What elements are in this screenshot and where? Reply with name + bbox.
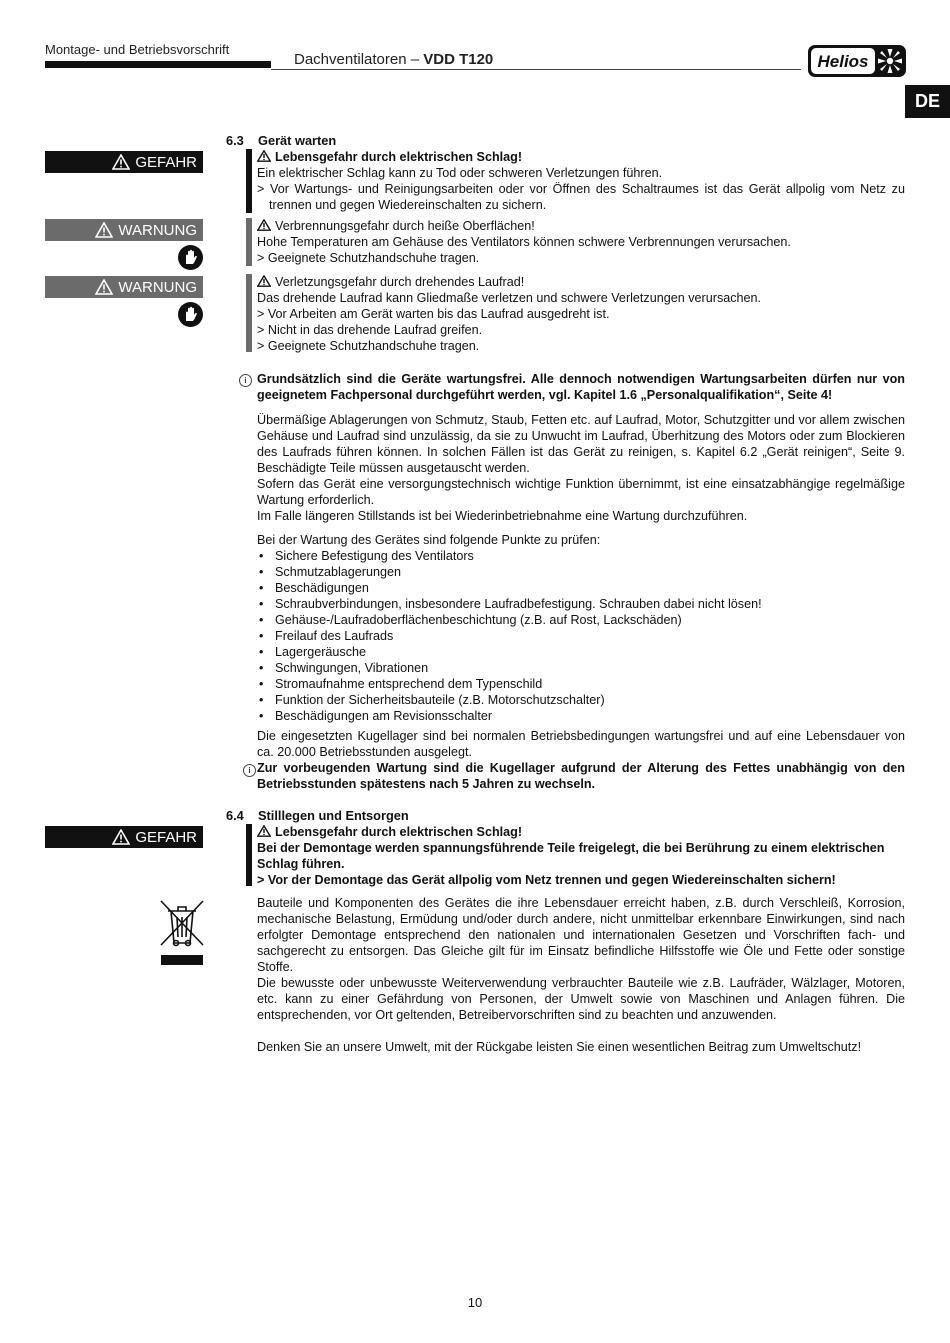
section-6-4-heading xyxy=(226,808,409,823)
language-tab: DE xyxy=(905,85,950,118)
paragraph: Sofern das Gerät eine versorgungstechnisch wichtige Funktion übernimmt, ist eine einsatzabhängige regelmäßige Wartung erforderlich. xyxy=(257,477,905,507)
list-item: • Gehäuse-/Laufradoberflächenbeschichtung (z.B. auf Rost, Lackschäden) xyxy=(257,612,905,628)
warning-block-impeller xyxy=(257,274,905,354)
section-number: 6.3 xyxy=(226,133,244,148)
warning-instruction: > Vor Arbeiten am Gerät warten bis das Laufrad ausgedreht ist. xyxy=(257,307,610,321)
product-title xyxy=(294,51,493,68)
danger-block-6-3 xyxy=(257,149,905,213)
section-title: Stilllegen und Entsorgen xyxy=(258,808,409,823)
list-item: • Sichere Befestigung des Ventilators xyxy=(257,548,905,564)
section-number: 6.4 xyxy=(226,808,244,823)
header-bar xyxy=(45,61,271,68)
warning-text: Das drehende Laufrad kann Gliedmaße verletzen und schwere Verletzungen verursachen. xyxy=(257,291,762,305)
header-rule xyxy=(271,69,801,70)
checklist xyxy=(257,548,905,724)
disposal-body xyxy=(257,895,905,1055)
checklist-intro: Bei der Wartung des Gerätes sind folgende Punkte zu prüfen: xyxy=(257,533,601,547)
warning-instruction: > Geeignete Schutzhandschuhe tragen. xyxy=(257,339,480,353)
paragraph: Die bewusste oder unbewusste Weiterverwendung verbrauchter Bauteile wie z.B. Laufräder, Wälzlager, Motoren, etc. kann zu einer Gefährdung von Personen, der Umwelt sowie von Maschinen und Anlagen führen. Die entsprechenden, vor Ort geltenden, Betreibervorschriften sind zu beachten und anzuwenden. xyxy=(257,976,905,1022)
warning-triangle-icon xyxy=(257,825,271,837)
warning-title: Verbrennungsgefahr durch heiße Oberflächen! xyxy=(257,218,905,234)
danger-title: Lebensgefahr durch elektrischen Schlag! xyxy=(257,824,887,840)
protective-gloves-icon xyxy=(178,302,203,327)
helios-logo xyxy=(808,44,906,78)
maintenance-checklist xyxy=(257,532,905,724)
list-item: • Beschädigungen xyxy=(257,580,905,596)
list-item: • Beschädigungen am Revisionsschalter xyxy=(257,708,905,724)
danger-bar xyxy=(246,149,252,213)
danger-title: Lebensgefahr durch elektrischen Schlag! xyxy=(257,149,905,165)
warnung-text: WARNUNG xyxy=(118,221,197,239)
list-item: • Funktion der Sicherheitsbauteile (z.B. Motorschutzschalter) xyxy=(257,692,905,708)
list-item: • Schwingungen, Vibrationen xyxy=(257,660,905,676)
list-item: • Freilauf des Laufrads xyxy=(257,628,905,644)
document-type: Montage- und Betriebsvorschrift xyxy=(45,42,230,57)
warning-triangle-icon xyxy=(112,154,130,170)
list-item: • Lagergeräusche xyxy=(257,644,905,660)
list-item: • Schraubverbindungen, insbesondere Laufradbefestigung. Schrauben dabei nicht lösen! xyxy=(257,596,905,612)
warning-triangle-icon xyxy=(257,275,271,287)
paragraph: Bauteile und Komponenten des Gerätes die ihre Lebensdauer erreicht haben, z.B. durch Verschleiß, Korrosion, mechanische Belastung, Ermüdung und/oder durch andere, nicht unmittelbar erkennbare Einwirkungen, sind nach erfolgter Demontage entsprechend den nationalen und internationalen Gesetzen und Vorschriften fach- und sachgerecht zu entsorgen. Das Gleiche gilt für im Einsatz befindliche Hilfsstoffe wie Öle und Fette oder sonstige Stoffe. xyxy=(257,896,905,974)
page-number: 10 xyxy=(467,1295,483,1310)
product-prefix: Dachventilatoren – xyxy=(294,51,420,68)
danger-block-6-4 xyxy=(257,824,887,888)
svg-text:Helios: Helios xyxy=(817,52,869,71)
warning-title: Verletzungsgefahr durch drehendes Laufrad! xyxy=(257,274,905,290)
danger-instruction: > Vor der Demontage das Gerät allpolig vom Netz trennen und gegen Wiedereinschalten sichern! xyxy=(257,873,836,887)
info-icon: i xyxy=(239,374,252,387)
warning-text: Hohe Temperaturen am Gehäuse des Ventilators können schwere Verbrennungen verursachen. xyxy=(257,235,791,249)
warning-bar xyxy=(246,218,252,266)
info-icon: i xyxy=(243,764,256,777)
gefahr-label xyxy=(45,151,203,173)
danger-instruction: > Vor Wartungs- und Reinigungsarbeiten oder vor Öffnen des Schaltraumes ist das Gerät allpolig vom Netz zu trennen und gegen Wiedereinschalten zu sichern. xyxy=(257,182,905,212)
list-item: • Stromaufnahme entsprechend dem Typenschild xyxy=(257,676,905,692)
protective-gloves-icon xyxy=(178,245,203,270)
warning-bar xyxy=(246,274,252,352)
danger-text: Bei der Demontage werden spannungsführende Teile freigelegt, die bei Berührung zu einem elektrischen Schlag führen. xyxy=(257,841,885,871)
warning-instruction: > Geeignete Schutzhandschuhe tragen. xyxy=(257,251,480,265)
warning-triangle-icon xyxy=(95,222,113,238)
info-note-bearings: Zur vorbeugenden Wartung sind die Kugellager aufgrund der Alterung des Fettes unabhängig von den Betriebsstunden spätestens nach 5 Jahren zu wechseln. xyxy=(257,761,905,791)
product-name: VDD T120 xyxy=(423,51,494,68)
warning-triangle-icon xyxy=(257,219,271,231)
paragraph: Übermäßige Ablagerungen von Schmutz, Staub, Fetten etc. auf Laufrad, Motor, Schutzgitter und vor allem zwischen Gehäuse und Laufrad sind unzulässig, da sie zu Unwucht im Laufrad, Überhitzung des Motors oder zum Blockieren des Laufrads führen können. In solchen Fällen ist das Gerät zu reinigen, s. Kapitel 6.2 „Gerät reinigen“, Seite 9. Beschädigte Teile müssen ausgetauscht werden. xyxy=(257,413,905,475)
warnung-label xyxy=(45,276,203,298)
danger-bar xyxy=(246,824,252,886)
warning-block-hot-surface xyxy=(257,218,905,266)
paragraph: Denken Sie an unsere Umwelt, mit der Rückgabe leisten Sie einen wesentlichen Beitrag zum Umweltschutz! xyxy=(257,1040,862,1054)
warning-triangle-icon xyxy=(95,279,113,295)
warning-triangle-icon xyxy=(257,150,271,162)
paragraph: Im Falle längeren Stillstands ist bei Wiederinbetriebnahme eine Wartung durchzuführen. xyxy=(257,509,748,523)
warnung-label xyxy=(45,219,203,241)
bearing-paragraph: Die eingesetzten Kugellager sind bei normalen Betriebsbedingungen wartungsfrei und auf eine Lebensdauer von ca. 20.000 Betriebsstunden ausgelegt. xyxy=(257,729,905,759)
danger-text: Ein elektrischer Schlag kann zu Tod oder schweren Verletzungen führen. xyxy=(257,166,663,180)
section-6-3-heading xyxy=(226,133,336,148)
gefahr-label xyxy=(45,826,203,848)
list-item: • Schmutzablagerungen xyxy=(257,564,905,580)
section-title: Gerät warten xyxy=(258,133,337,148)
warning-instruction: > Nicht in das drehende Laufrad greifen. xyxy=(257,323,483,337)
warnung-text: WARNUNG xyxy=(118,278,197,296)
gefahr-text: GEFAHR xyxy=(135,153,197,171)
weee-disposal-icon xyxy=(159,899,205,967)
gefahr-text: GEFAHR xyxy=(135,828,197,846)
maintenance-body xyxy=(257,412,905,524)
warning-triangle-icon xyxy=(112,829,130,845)
info-note-maintenance-free: Grundsätzlich sind die Geräte wartungsfrei. Alle dennoch notwendigen Wartungsarbeiten dürfen nur von geeignetem Fachpersonal durchgeführt werden, vgl. Kapitel 1.6 „Personalqualifikation“, Seite 4! xyxy=(257,372,905,402)
